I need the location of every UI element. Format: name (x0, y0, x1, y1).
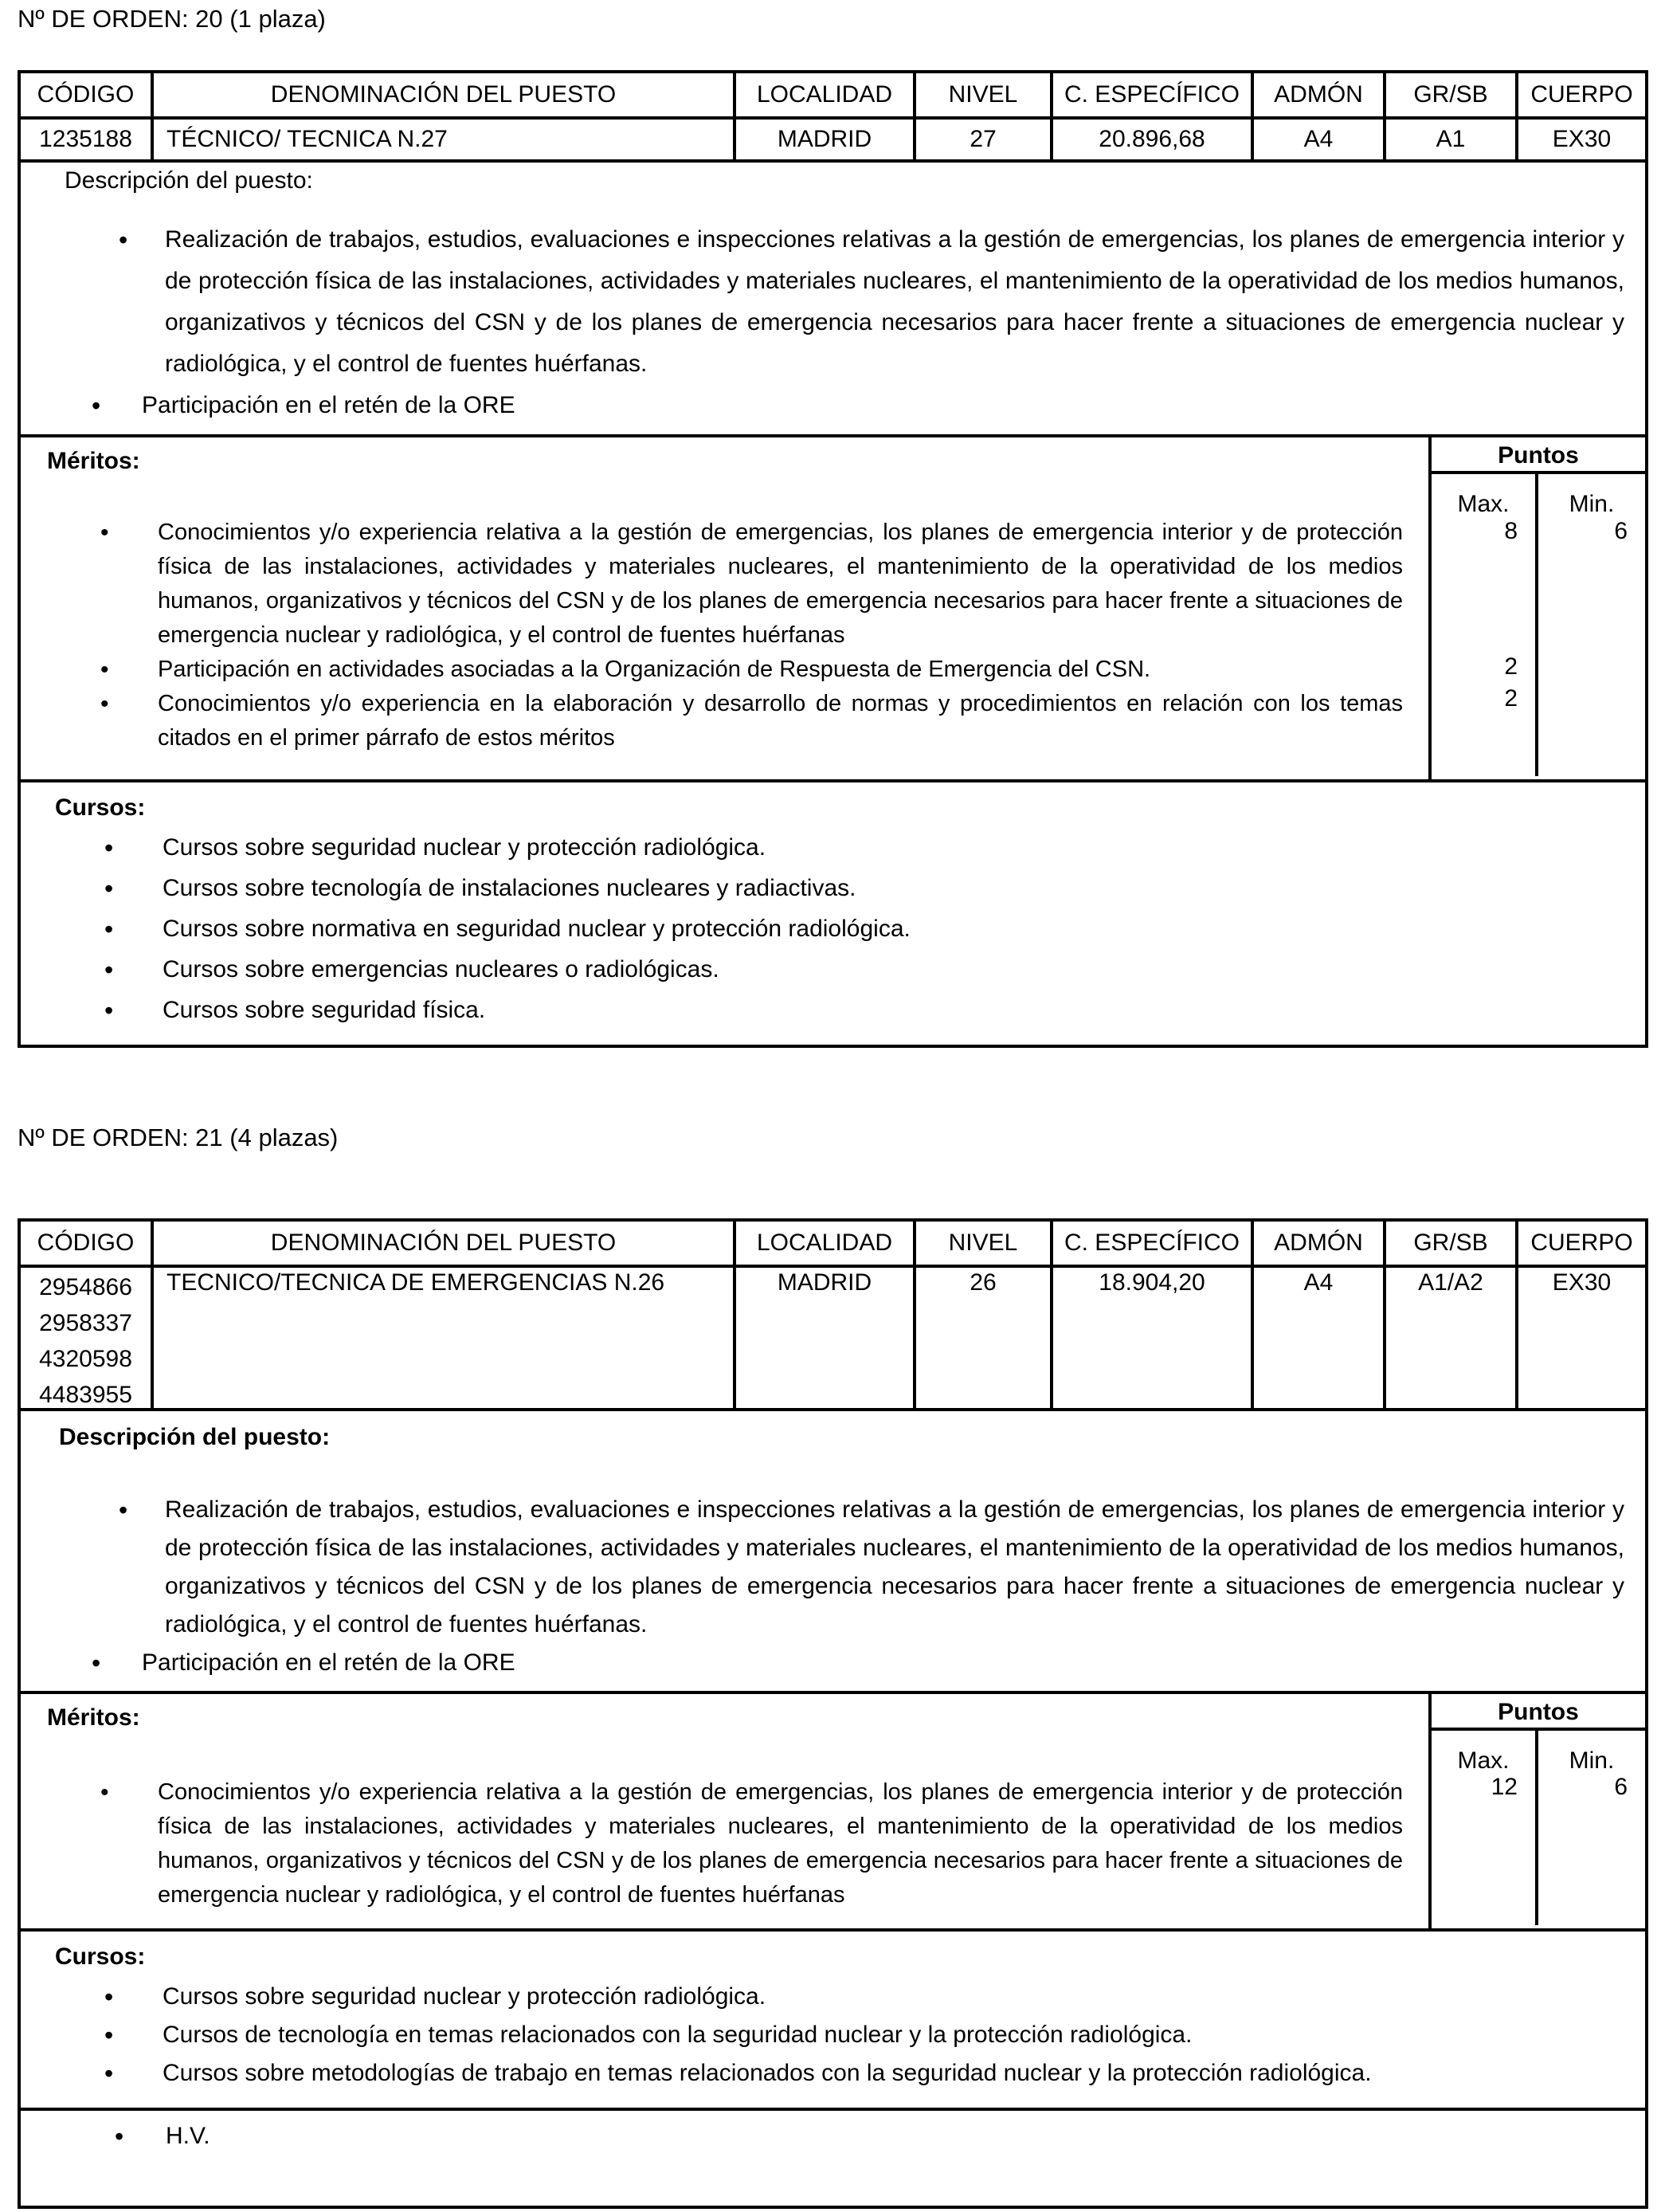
meritos-label: Méritos: (47, 1704, 140, 1731)
meritos-section (21, 434, 1645, 779)
cell-localidad: MADRID (733, 120, 913, 159)
col-header-cuerpo: CUERPO (1515, 1222, 1645, 1265)
list-item-text: Cursos sobre normativa en seguridad nuclear y protección radiológica. (163, 916, 911, 942)
order-heading-21: Nº DE ORDEN: 21 (4 plazas) (18, 1124, 339, 1151)
cursos-section (21, 779, 1645, 1045)
col-header-denominacion: DENOMINACIÓN DEL PUESTO (151, 1222, 733, 1265)
bullet-icon: • (119, 226, 128, 254)
descripcion-section (21, 159, 1645, 434)
list-item (21, 1491, 1645, 1644)
cell-cuerpo: EX30 (1515, 120, 1645, 159)
bullet-icon: • (115, 2122, 124, 2151)
bullet-icon: • (100, 657, 109, 683)
bullet-icon: • (104, 915, 114, 943)
list-item (21, 687, 1412, 755)
col-header-localidad: LOCALIDAD (733, 1222, 913, 1265)
min-column (1538, 1731, 1645, 1925)
col-header-c-especifico: C. ESPECÍFICO (1050, 73, 1251, 116)
cell-admon: A4 (1251, 120, 1383, 159)
max-column (1432, 1731, 1538, 1925)
col-header-denominacion: DENOMINACIÓN DEL PUESTO (151, 73, 733, 116)
list-item-text: Realización de trabajos, estudios, evaluaciones e inspecciones relativas a la gestión de emergencias, los planes de emergencia interior y de protección física de las instalaciones, actividades y materiales nucleares, el mantenimiento de la operatividad de los medios humanos, organizativos y técnicos del CSN y de los planes de emergencia necesarios para hacer frente a situaciones de emergencia nuclear y radiológica, y el control de fuentes huérfanas. (165, 1496, 1624, 1637)
list-item-text: Cursos sobre seguridad física. (163, 997, 486, 1023)
codigo-value: 2954866 (39, 1274, 132, 1300)
list-item-text: Participación en el retén de la ORE (142, 392, 515, 418)
bullet-icon: • (100, 691, 109, 717)
list-item (21, 833, 1645, 862)
min-column (1538, 474, 1645, 776)
cell-nivel: 26 (913, 1268, 1050, 1408)
list-item (21, 516, 1412, 653)
max-label: Max. (1457, 491, 1510, 517)
col-header-localidad: LOCALIDAD (733, 73, 913, 116)
list-item-text: Participación en el retén de la ORE (142, 1649, 515, 1676)
max-column (1432, 474, 1538, 776)
position-table-21 (18, 1218, 1648, 2209)
cell-denominacion: TÉCNICO/ TECNICA N.27 (151, 120, 733, 159)
max-value: 12 (1491, 1774, 1518, 1800)
bullet-icon: • (100, 1779, 109, 1806)
cell-localidad: MADRID (733, 1268, 913, 1408)
puntos-header: Puntos (1432, 437, 1645, 474)
list-item-text: Conocimientos y/o experiencia relativa a la gestión de emergencias, los planes de emergencia interior y de protección física de las instalaciones, actividades y materiales nucleares, el mantenimiento de la operatividad de los medios humanos, organizativos y técnicos del CSN y de los planes de emergencia necesarios para hacer frente a situaciones de emergencia nuclear y radiológica, y el control de fuentes huérfanas (158, 1779, 1403, 1908)
min-label: Min. (1569, 1747, 1615, 1774)
list-item (21, 385, 1645, 426)
meritos-content (21, 1694, 1412, 1912)
bullet-icon: • (104, 2059, 114, 2088)
descripcion-section (21, 1408, 1645, 1691)
list-item (21, 915, 1645, 943)
puntos-columns (1432, 474, 1645, 776)
list-item (21, 653, 1412, 687)
bullet-icon: • (104, 2021, 114, 2049)
bullet-icon: • (104, 833, 114, 862)
list-item-text: Cursos sobre emergencias nucleares o radiológicas. (163, 956, 719, 982)
bullet-icon: • (104, 874, 114, 903)
max-value: 8 (1504, 518, 1518, 544)
cell-denominacion: TECNICO/TECNICA DE EMERGENCIAS N.26 (151, 1268, 733, 1408)
cell-gr-sb: A1 (1383, 120, 1515, 159)
table-row (21, 116, 1645, 159)
codigo-value: 4320598 (39, 1346, 132, 1372)
list-item (21, 2122, 1645, 2151)
list-item-text: Cursos de tecnología en temas relacionados con la seguridad nuclear y la protección radiológica. (163, 2022, 1193, 2048)
descripcion-label: Descripción del puesto: (59, 1424, 331, 1450)
min-value: 6 (1614, 1774, 1628, 1800)
cursos-section (21, 1928, 1645, 2108)
cursos-list (21, 1983, 1645, 2088)
cell-nivel: 27 (913, 120, 1050, 159)
puntos-columns (1432, 1731, 1645, 1925)
puntos-table (1428, 1694, 1645, 1928)
codigo-value: 2958337 (39, 1310, 132, 1336)
cell-c-especifico: 20.896,68 (1050, 120, 1251, 159)
bullet-icon: • (119, 1496, 128, 1524)
meritos-label: Méritos: (47, 448, 140, 474)
list-item (21, 996, 1645, 1025)
hv-list (21, 2122, 1645, 2151)
descripcion-label: Descripción del puesto: (65, 167, 313, 194)
col-header-nivel: NIVEL (913, 73, 1050, 116)
bullet-icon: • (92, 391, 101, 420)
list-item (21, 2059, 1645, 2088)
bullet-icon: • (104, 1983, 114, 2011)
codigo-value: 4483955 (39, 1382, 132, 1408)
cell-codigo: 1235188 (39, 126, 132, 152)
cursos-label: Cursos: (55, 794, 146, 821)
col-header-codigo: CÓDIGO (37, 1230, 135, 1256)
col-header-gr-sb: GR/SB (1383, 73, 1515, 116)
hv-section (21, 2108, 1645, 2206)
bullet-icon: • (104, 996, 114, 1025)
list-item (21, 1644, 1645, 1682)
descripcion-list (21, 1491, 1645, 1682)
max-label: Max. (1457, 1747, 1510, 1774)
cell-c-especifico: 18.904,20 (1050, 1268, 1251, 1408)
codigo-list (21, 1269, 151, 1408)
table-header-row (21, 1222, 1645, 1265)
bullet-icon: • (92, 1649, 101, 1677)
col-header-cuerpo: CUERPO (1515, 73, 1645, 116)
col-header-c-especifico: C. ESPECÍFICO (1050, 1222, 1251, 1265)
cell-gr-sb: A1/A2 (1383, 1268, 1515, 1408)
puntos-table (1428, 437, 1645, 779)
meritos-section (21, 1691, 1645, 1928)
list-item-text: Participación en actividades asociadas a la Organización de Respuesta de Emergencia del CSN. (158, 657, 1151, 682)
bullet-icon: • (100, 520, 109, 546)
max-value: 2 (1504, 653, 1518, 680)
list-item-text: Conocimientos y/o experiencia en la elaboración y desarrollo de normas y procedimientos en relación con los temas citados en el primer párrafo de estos méritos (158, 691, 1403, 751)
min-value: 6 (1614, 518, 1628, 544)
cell-codigo (21, 1268, 151, 1408)
order-heading-20: Nº DE ORDEN: 20 (1 plaza) (18, 5, 326, 33)
bullet-icon: • (104, 955, 114, 984)
list-item-text: Conocimientos y/o experiencia relativa a la gestión de emergencias, los planes de emergencia interior y de protección física de las instalaciones, actividades y materiales nucleares, el mantenimiento de la operatividad de los medios humanos, organizativos y técnicos del CSN y de los planes de emergencia necesarios para hacer frente a situaciones de emergencia nuclear y radiológica, y el control de fuentes huérfanas (158, 520, 1403, 648)
position-table-20 (18, 70, 1648, 1048)
cell-admon: A4 (1251, 1268, 1383, 1408)
table-header-row (21, 73, 1645, 116)
list-item-text: Realización de trabajos, estudios, evaluaciones e inspecciones relativas a la gestión de emergencias, los planes de emergencia interior y de protección física de las instalaciones, actividades y materiales nucleares, el mantenimiento de la operatividad de los medios humanos, organizativos y técnicos del CSN y de los planes de emergencia necesarios para hacer frente a situaciones de emergencia nuclear y radiológica, y el control de fuentes huérfanas. (165, 226, 1624, 377)
list-item-text: H.V. (166, 2123, 210, 2149)
list-item (21, 1983, 1645, 2011)
meritos-content (21, 437, 1412, 755)
descripcion-list (21, 219, 1645, 426)
cell-cuerpo: EX30 (1515, 1268, 1645, 1408)
list-item-text: Cursos sobre metodologías de trabajo en temas relacionados con la seguridad nuclear y la protección radiológica. (163, 2060, 1372, 2086)
list-item (21, 2021, 1645, 2049)
list-item-text: Cursos sobre seguridad nuclear y protección radiológica. (163, 1983, 766, 2010)
max-value: 2 (1504, 685, 1518, 712)
col-header-nivel: NIVEL (913, 1222, 1050, 1265)
list-item (21, 1775, 1412, 1912)
list-item (21, 219, 1645, 385)
meritos-list (21, 1775, 1412, 1912)
min-label: Min. (1569, 491, 1615, 517)
col-header-gr-sb: GR/SB (1383, 1222, 1515, 1265)
puntos-header: Puntos (1432, 1694, 1645, 1731)
meritos-list (21, 516, 1412, 755)
list-item (21, 955, 1645, 984)
list-item-text: Cursos sobre tecnología de instalaciones nucleares y radiactivas. (163, 875, 856, 901)
col-header-codigo: CÓDIGO (37, 81, 135, 108)
col-header-admon: ADMÓN (1251, 1222, 1383, 1265)
list-item (21, 874, 1645, 903)
col-header-admon: ADMÓN (1251, 73, 1383, 116)
list-item-text: Cursos sobre seguridad nuclear y protección radiológica. (163, 834, 766, 861)
cursos-label: Cursos: (55, 1943, 146, 1970)
cursos-list (21, 833, 1645, 1025)
table-row (21, 1265, 1645, 1408)
